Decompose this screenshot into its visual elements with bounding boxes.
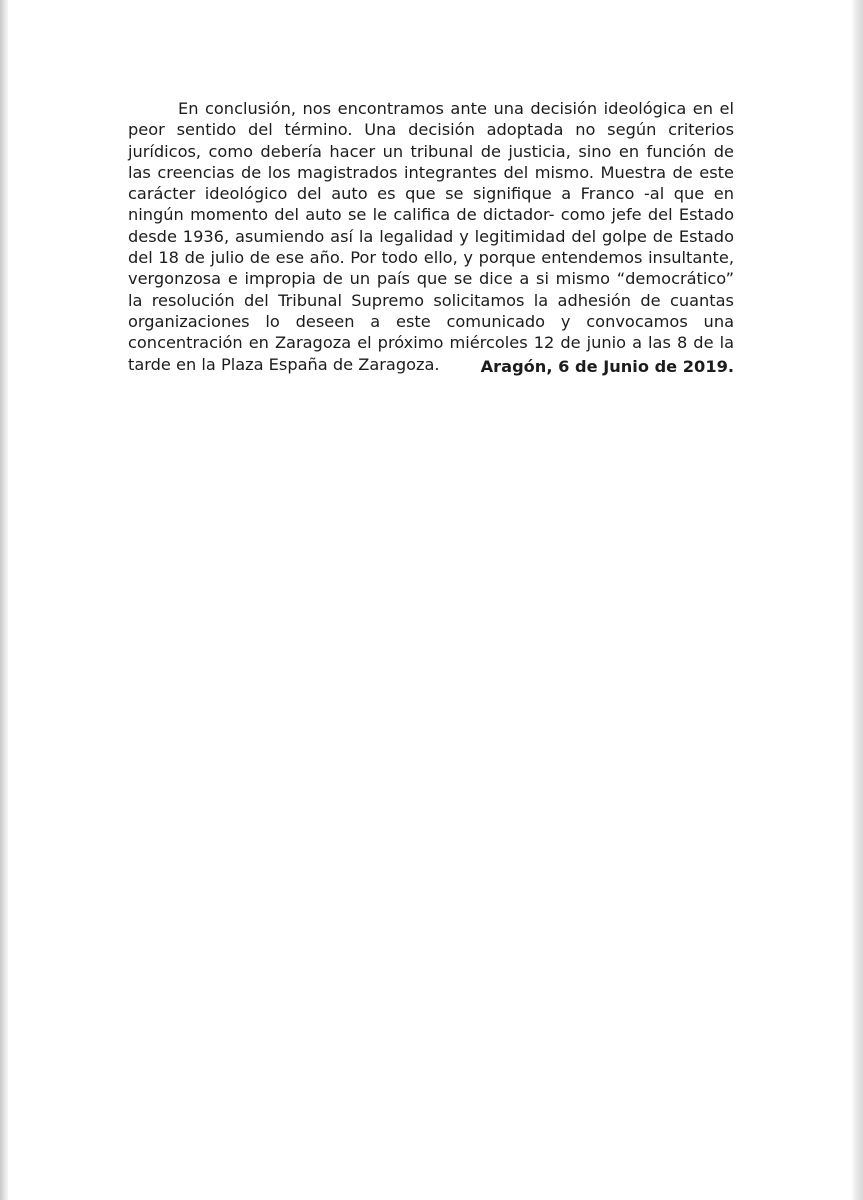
- page-edge-shadow-right: [851, 0, 863, 1200]
- page-edge-shadow-left: [0, 0, 8, 1200]
- place-date-signature: Aragón, 6 de Junio de 2019.: [480, 357, 734, 376]
- body-paragraph: En conclusión, nos encontramos ante una decisión ideológica en el peor sentido del término. Una decisión adoptada no según criterios jurídicos, como debería hacer un tribunal de justicia, sino en función de las creencias de los magistrados integrantes del mismo. Muestra de este carácter ideológico del auto es que se signifique a Franco -al que en ningún momento del auto se le califica de dictador- como jefe del Estado desde 1936, asumiendo así la legalidad y legitimidad del golpe de Estado del 18 de julio de ese año. Por todo ello, y porque entendemos insultante, vergonzosa e impropia de un país que se dice a si mismo “democrático” la resolución del Tribunal Supremo solicitamos la adhesión de cuantas organizaciones lo deseen a este comunicado y convocamos una concentración en Zaragoza el próximo miércoles 12 de junio a las 8 de la tarde en la Plaza España de Zaragoza.: [128, 99, 734, 374]
